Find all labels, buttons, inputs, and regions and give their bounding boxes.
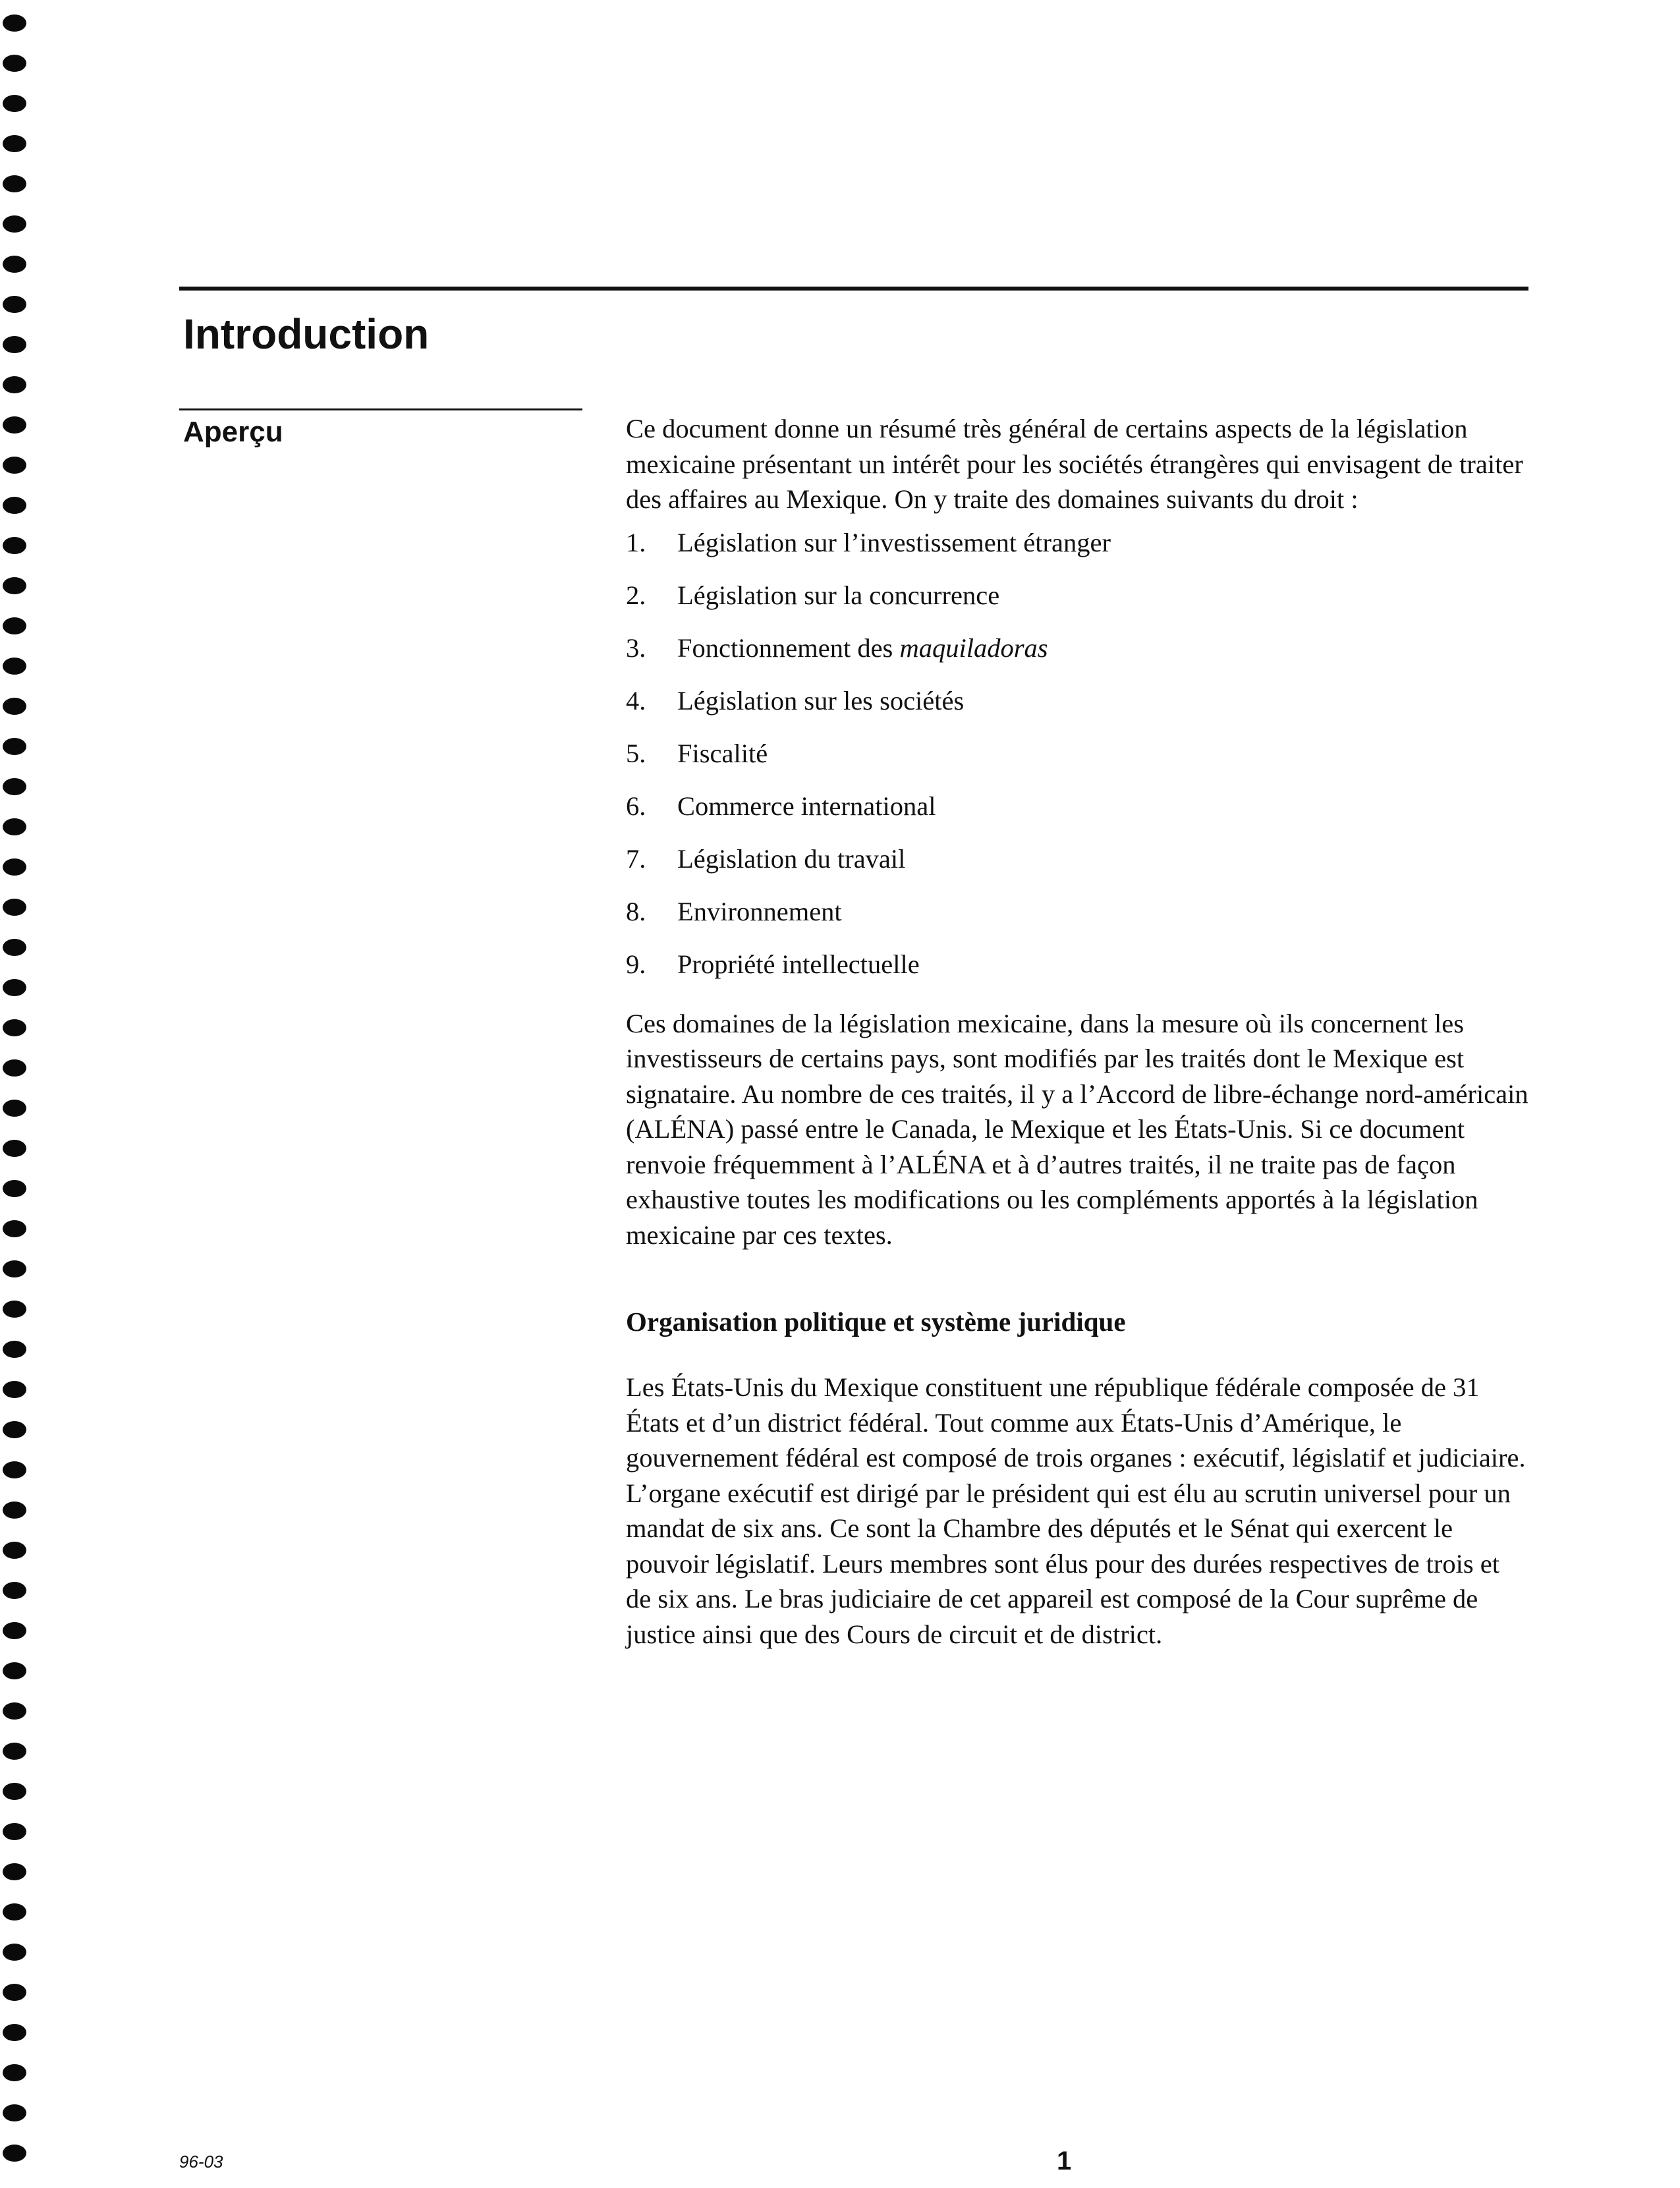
list-item-label: Législation du travail	[677, 843, 906, 874]
binding-hole	[3, 14, 26, 32]
list-item-label: Législation sur la concurrence	[677, 580, 1000, 610]
binding-hole	[3, 537, 26, 554]
binding-hole	[3, 1783, 26, 1800]
binding-hole	[3, 1903, 26, 1921]
binding-hole	[3, 1301, 26, 1318]
binding-hole	[3, 1140, 26, 1157]
binding-hole	[3, 617, 26, 634]
binding-hole	[3, 1100, 26, 1117]
binding-hole	[3, 1662, 26, 1679]
list-item-number: 8.	[626, 896, 646, 926]
binding-hole	[3, 175, 26, 192]
binding-hole	[3, 1501, 26, 1519]
main-content	[626, 411, 1528, 1652]
list-item	[626, 631, 1528, 683]
section-heading: Organisation politique et système juridique	[626, 1306, 1126, 1337]
binding-hole	[3, 1984, 26, 2001]
list-item-label: Propriété intellectuelle	[677, 949, 920, 979]
list-item	[626, 736, 1528, 789]
binding-hole	[3, 1542, 26, 1559]
section-paragraph: Les États-Unis du Mexique constituent une république fédérale composée de 31 États et d’un district fédéral. Tout comme aux États-Unis d’Amérique, le gouvernement fédéral est composé de trois organes : exécutif, législatif et judiciaire. L’organe exécutif est dirigé par le président qui est élu au scrutin universel pour un mandat de six ans. Ce sont la Chambre des députés et le Sénat qui exercent le pouvoir législatif. Leurs membres sont élus pour des durées respectives de trois et de six ans. Le bras judiciaire de cet appareil est composé de la Cour suprême de justice ainsi que des Cours de circuit et de district.	[626, 1372, 1526, 1649]
list-item-number: 1.	[626, 527, 646, 557]
binding-hole	[3, 457, 26, 474]
binding-hole	[3, 1019, 26, 1036]
list-item	[626, 683, 1528, 736]
list-item-label: Commerce international	[677, 791, 936, 821]
binding-hole	[3, 336, 26, 353]
binding-hole	[3, 778, 26, 795]
topics-list	[626, 525, 1528, 999]
binding-hole	[3, 1381, 26, 1398]
list-item-number: 4.	[626, 685, 646, 715]
sidebar-heading: Aperçu	[183, 416, 283, 448]
binding-hole	[3, 1341, 26, 1358]
list-item-number: 7.	[626, 843, 646, 874]
binding-hole	[3, 1582, 26, 1599]
treaties-paragraph: Ces domaines de la législation mexicaine, dans la mesure où ils concernent les investisseurs de certains pays, sont modifiés par les traités dont le Mexique est signataire. Au nombre de ces traités, il y a l’Accord de libre-échange nord-américain (ALÉNA) passé entre le Canada, le Mexique et les États-Unis. Si ce document renvoie fréquemment à l’ALÉNA et à d’autres traités, il ne traite pas de façon exhaustive toutes les modifications ou les compléments apportés à la législation mexicaine par ces textes.	[626, 1008, 1528, 1250]
list-item-number: 9.	[626, 949, 646, 979]
binding-hole	[3, 939, 26, 956]
binding-hole	[3, 658, 26, 675]
list-item-number: 5.	[626, 738, 646, 768]
binding-hole	[3, 2104, 26, 2121]
sidebar-rule	[179, 408, 582, 410]
binding-hole	[3, 416, 26, 434]
binding-hole	[3, 215, 26, 233]
binding-hole	[3, 738, 26, 755]
binding-hole	[3, 296, 26, 313]
list-item	[626, 525, 1528, 578]
list-item	[626, 578, 1528, 631]
binding-hole	[3, 818, 26, 835]
list-item-label-italic: maquiladoras	[899, 632, 1048, 663]
list-item-number: 3.	[626, 632, 646, 663]
binding-hole	[3, 1823, 26, 1840]
binding-hole	[3, 577, 26, 594]
binding-hole	[3, 698, 26, 715]
binding-hole	[3, 1944, 26, 1961]
binding-hole	[3, 1421, 26, 1438]
list-item-label: Environnement	[677, 896, 842, 926]
binding-hole	[3, 979, 26, 996]
list-item-number: 6.	[626, 791, 646, 821]
binding-hole	[3, 256, 26, 273]
binding-hole	[3, 1702, 26, 1720]
binding-hole	[3, 95, 26, 112]
list-item	[626, 841, 1528, 894]
binding-hole	[3, 858, 26, 876]
document-code: 96-03	[179, 2152, 223, 2172]
binding-hole	[3, 2145, 26, 2162]
list-item	[626, 789, 1528, 841]
list-item-label-wrapper	[677, 631, 1048, 683]
binding-holes	[0, 0, 53, 2188]
list-item	[626, 947, 1528, 999]
list-item-label: Fonctionnement des	[677, 632, 900, 663]
binding-hole	[3, 55, 26, 72]
page-title: Introduction	[183, 310, 430, 358]
binding-hole	[3, 497, 26, 514]
title-rule	[179, 287, 1528, 291]
binding-hole	[3, 1260, 26, 1277]
page-number: 1	[1057, 2146, 1072, 2175]
list-item-label: Fiscalité	[677, 738, 768, 768]
binding-hole	[3, 135, 26, 152]
binding-hole	[3, 1743, 26, 1760]
binding-hole	[3, 1461, 26, 1478]
binding-hole	[3, 1220, 26, 1237]
list-item-number: 2.	[626, 580, 646, 610]
binding-hole	[3, 1059, 26, 1077]
list-item	[626, 894, 1528, 947]
list-item-label: Législation sur l’investissement étranger	[677, 527, 1111, 557]
binding-hole	[3, 2064, 26, 2081]
intro-paragraph: Ce document donne un résumé très général de certains aspects de la législation mexicaine présentant un intérêt pour les sociétés étrangères qui envisagent de traiter des affaires au Mexique. On y traite des domaines suivants du droit :	[626, 414, 1523, 514]
binding-hole	[3, 1180, 26, 1197]
binding-hole	[3, 1863, 26, 1880]
binding-hole	[3, 2024, 26, 2041]
binding-hole	[3, 376, 26, 393]
binding-hole	[3, 899, 26, 916]
list-item-label: Législation sur les sociétés	[677, 685, 965, 715]
binding-hole	[3, 1622, 26, 1639]
